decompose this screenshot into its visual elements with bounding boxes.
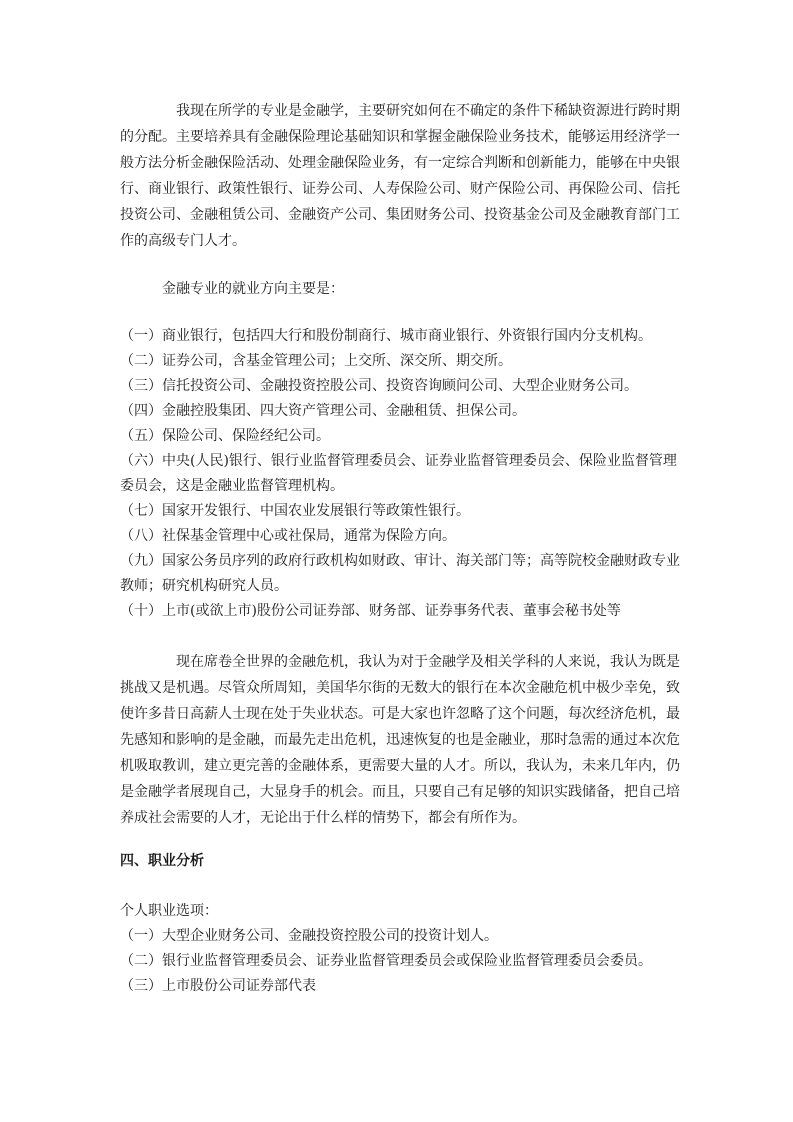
list-item: （五）保险公司、保险经纪公司。 [120, 428, 330, 444]
list-item: （八）社保基金管理中心或社保局，通常为保险方向。 [120, 528, 456, 544]
employment-direction-list [120, 324, 680, 624]
section-heading: 四、职业分析 [120, 853, 204, 869]
career-option-list [120, 924, 680, 999]
list-item: （一）大型企业财务公司、金融投资控股公司的投资计划人。 [120, 928, 498, 944]
intro-paragraph: 我现在所学的专业是金融学，主要研究如何在不确定的条件下稀缺资源进行跨时期的分配。主要培养具有金融保险理论基础知识和掌握金融保险业务技术，能够运用经济学一般方法分析金融保险活动、处理金融保险业务，有一定综合判断和创新能力，能够在中央银行、商业银行、政策性银行、证券公司、人寿保险公司、财产保险公司、再保险公司、信托投资公司、金融租赁公司、金融资产公司、集团财务公司、投资基金公司及金融教育部门工作的高级专门人才。 [120, 103, 680, 249]
list-item: （三）信托投资公司、金融投资控股公司、投资咨询顾问公司、大型企业财务公司。 [120, 378, 638, 394]
crisis-paragraph: 现在席卷全世界的金融危机，我认为对于金融学及相关学科的人来说，我认为既是挑战又是机遇。尽管众所周知，美国华尔街的无数大的银行在本次金融危机中极少幸免，致使许多昔日高薪人士现在处于失业状态。可是大家也许忽略了这个问题，每次经济危机，最先感知和影响的是金融，而最先走出危机，迅速恢复的也是金融业，那时急需的通过本次危机吸取教训，建立更完善的金融体系，更需要大量的人才。所以，我认为，未来几年内，仍是金融学者展现自己，大显身手的机会。而且，只要自己有足够的知识实践储备，把自己培养成社会需要的人才，无论出于什么样的情势下，都会有所作为。 [120, 654, 680, 826]
list-item: （十）上市(或欲上市)股份公司证券部、财务部、证券事务代表、董事会秘书处等 [120, 603, 621, 619]
list-item: （二）银行业监督管理委员会、证券业监督管理委员会或保险业监督管理委员会委员。 [120, 953, 652, 969]
list-item: （六）中央(人民)银行、银行业监督管理委员会、证券业监督管理委员会、保险业监督管理委员会，这是金融业监督管理机构。 [120, 453, 677, 494]
career-intro: 个人职业选项： [120, 903, 218, 919]
list-item: （一）商业银行，包括四大行和股份制商行、城市商业银行、外资银行国内分支机构。 [120, 328, 652, 344]
list-item: （三）上市股份公司证券部代表 [120, 978, 316, 994]
list-item: （七）国家开发银行、中国农业发展银行等政策性银行。 [120, 503, 470, 519]
employment-intro: 金融专业的就业方向主要是： [162, 281, 344, 297]
list-item: （二）证券公司，含基金管理公司；上交所、深交所、期交所。 [120, 353, 512, 369]
list-item: （四）金融控股集团、四大资产管理公司、金融租赁、担保公司。 [120, 403, 526, 419]
list-item: （九）国家公务员序列的政府行政机构如财政、审计、海关部门等；高等院校金融财政专业教师；研究机构研究人员。 [120, 553, 680, 594]
